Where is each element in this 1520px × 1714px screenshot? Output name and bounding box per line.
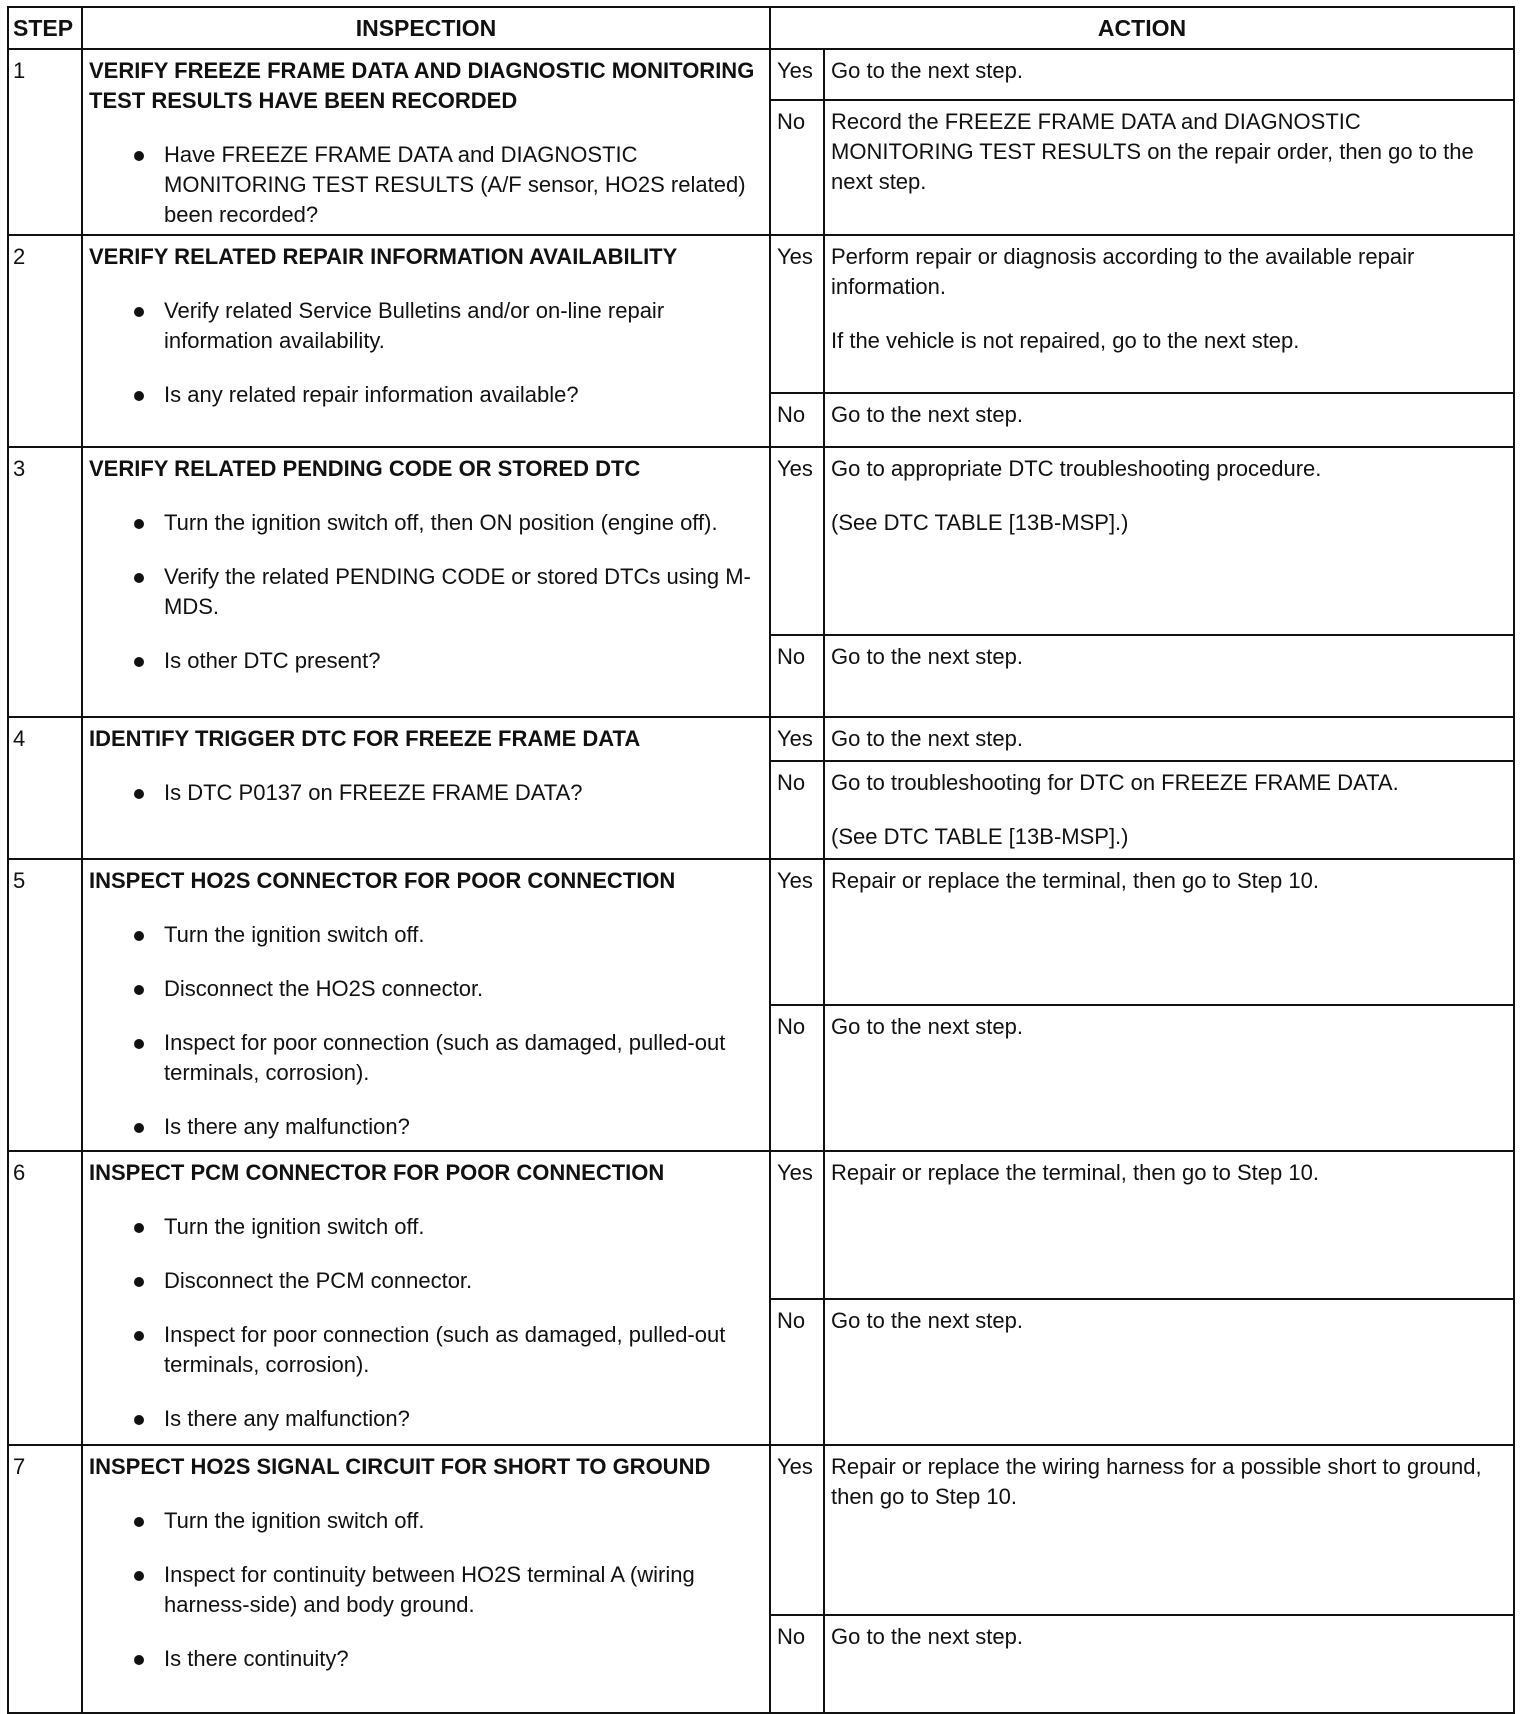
table-row: [8, 447, 1514, 635]
bullet-item: Is there continuity?: [89, 1644, 763, 1674]
bullet-item: Inspect for poor connection (such as damaged, pulled-out terminals, corrosion).: [89, 1320, 763, 1380]
table-row: [8, 235, 1514, 393]
step-title: IDENTIFY TRIGGER DTC FOR FREEZE FRAME DATA: [89, 726, 641, 751]
yes-label: Yes: [770, 859, 824, 1005]
bullet-item: Is any related repair information available?: [89, 380, 763, 410]
bullet-item: Verify the related PENDING CODE or stored DTCs using M-MDS.: [89, 562, 763, 622]
table-row: [8, 1151, 1514, 1299]
bullet-item: Turn the ignition switch off.: [89, 920, 763, 950]
inspection-cell: [82, 1445, 770, 1713]
bullet-item: Is other DTC present?: [89, 646, 763, 676]
bullet-item: Turn the ignition switch off, then ON position (engine off).: [89, 508, 763, 538]
action-text: Go to the next step.: [831, 726, 1024, 751]
action-text: Repair or replace the terminal, then go to Step 10.: [831, 868, 1319, 893]
action-text: Go to the next step.: [831, 402, 1024, 427]
yes-label: Yes: [770, 717, 824, 761]
step-number: 7: [8, 1445, 82, 1713]
inspection-cell: [82, 49, 770, 235]
action-text: (See DTC TABLE [13B-MSP].): [831, 824, 1129, 849]
bullet-item: Is DTC P0137 on FREEZE FRAME DATA?: [89, 778, 763, 808]
no-label: No: [770, 1615, 824, 1713]
action-text: Record the FREEZE FRAME DATA and DIAGNOSTIC MONITORING TEST RESULTS on the repair order, then go to the next step.: [831, 108, 1474, 194]
action-text: (See DTC TABLE [13B-MSP].): [831, 510, 1129, 535]
yes-label: Yes: [770, 49, 824, 100]
step-number: 6: [8, 1151, 82, 1445]
bullet-item: Disconnect the HO2S connector.: [89, 974, 763, 1004]
no-label: No: [770, 393, 824, 447]
action-text: Repair or replace the terminal, then go to Step 10.: [831, 1160, 1319, 1185]
bullet-item: Have FREEZE FRAME DATA and DIAGNOSTIC MONITORING TEST RESULTS (A/F sensor, HO2S related) been recorded?: [89, 140, 763, 230]
bullet-item: Turn the ignition switch off.: [89, 1506, 763, 1536]
step-title: INSPECT HO2S SIGNAL CIRCUIT FOR SHORT TO GROUND: [89, 1454, 711, 1479]
table-body: [8, 49, 1514, 1713]
bullet-item: Is there any malfunction?: [89, 1404, 763, 1434]
step-title: INSPECT PCM CONNECTOR FOR POOR CONNECTION: [89, 1160, 665, 1185]
step-number: 5: [8, 859, 82, 1151]
action-text: Go to the next step.: [831, 1014, 1024, 1039]
table-row: [8, 859, 1514, 1005]
no-action: [824, 1005, 1514, 1151]
yes-label: Yes: [770, 1445, 824, 1615]
step-title: INSPECT HO2S CONNECTOR FOR POOR CONNECTION: [89, 868, 676, 893]
action-text: Perform repair or diagnosis according to the available repair information.: [831, 244, 1415, 299]
inspection-cell: [82, 717, 770, 859]
action-text: Go to the next step.: [831, 644, 1024, 669]
no-action: [824, 1615, 1514, 1713]
yes-action: [824, 1445, 1514, 1615]
yes-action: [824, 717, 1514, 761]
step-number: 2: [8, 235, 82, 447]
table-row: [8, 49, 1514, 100]
no-label: No: [770, 635, 824, 717]
inspection-cell: [82, 859, 770, 1151]
bullet-item: Inspect for poor connection (such as damaged, pulled-out terminals, corrosion).: [89, 1028, 763, 1088]
action-text: Go to appropriate DTC troubleshooting procedure.: [831, 456, 1322, 481]
step-number: 3: [8, 447, 82, 717]
inspection-cell: [82, 235, 770, 447]
step-title: VERIFY RELATED PENDING CODE OR STORED DTC: [89, 456, 641, 481]
no-label: No: [770, 100, 824, 235]
action-text: If the vehicle is not repaired, go to the next step.: [831, 328, 1300, 353]
table-row: [8, 1445, 1514, 1615]
inspection-cell: [82, 447, 770, 717]
no-action: [824, 635, 1514, 717]
bullet-item: Turn the ignition switch off.: [89, 1212, 763, 1242]
action-text: Repair or replace the wiring harness for a possible short to ground, then go to Step 10.: [831, 1454, 1482, 1509]
no-label: No: [770, 1005, 824, 1151]
yes-action: [824, 235, 1514, 393]
yes-action: [824, 49, 1514, 100]
yes-action: [824, 1151, 1514, 1299]
header-action: ACTION: [770, 7, 1514, 49]
action-text: Go to troubleshooting for DTC on FREEZE FRAME DATA.: [831, 770, 1399, 795]
troubleshooting-sheet: [7, 6, 1513, 1712]
no-action: [824, 393, 1514, 447]
step-number: 1: [8, 49, 82, 235]
yes-action: [824, 859, 1514, 1005]
diagnostic-table: [7, 6, 1515, 1714]
bullet-item: Disconnect the PCM connector.: [89, 1266, 763, 1296]
action-text: Go to the next step.: [831, 58, 1024, 83]
bullet-item: Inspect for continuity between HO2S terminal A (wiring harness-side) and body ground.: [89, 1560, 763, 1620]
no-action: [824, 1299, 1514, 1445]
table-row: [8, 717, 1514, 761]
header-row: [8, 7, 1514, 49]
yes-action: [824, 447, 1514, 635]
yes-label: Yes: [770, 447, 824, 635]
inspection-cell: [82, 1151, 770, 1445]
action-text: Go to the next step.: [831, 1624, 1024, 1649]
yes-label: Yes: [770, 235, 824, 393]
header-inspection: INSPECTION: [82, 7, 770, 49]
no-label: No: [770, 761, 824, 859]
no-label: No: [770, 1299, 824, 1445]
no-action: [824, 100, 1514, 235]
bullet-item: Is there any malfunction?: [89, 1112, 763, 1142]
header-step: STEP: [8, 7, 82, 49]
step-title: VERIFY RELATED REPAIR INFORMATION AVAILABILITY: [89, 244, 678, 269]
no-action: [824, 761, 1514, 859]
bullet-item: Verify related Service Bulletins and/or on-line repair information availability.: [89, 296, 763, 356]
yes-label: Yes: [770, 1151, 824, 1299]
step-number: 4: [8, 717, 82, 859]
action-text: Go to the next step.: [831, 1308, 1024, 1333]
step-title: VERIFY FREEZE FRAME DATA AND DIAGNOSTIC MONITORING TEST RESULTS HAVE BEEN RECORDED: [89, 58, 755, 113]
